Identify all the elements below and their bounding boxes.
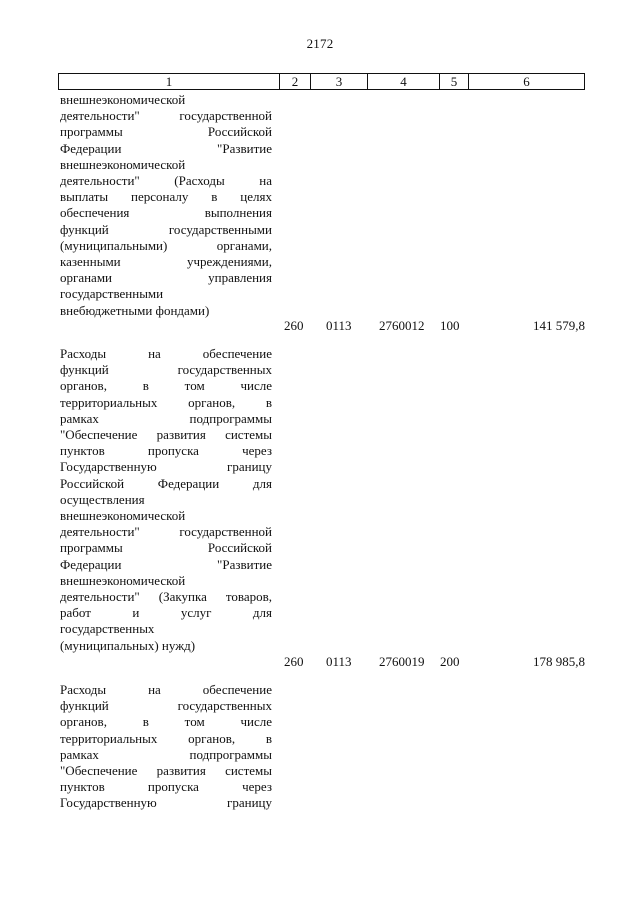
description-line: работ и услуг для: [60, 605, 272, 621]
description-line: деятельности" государственной: [60, 524, 272, 540]
page-number: 2172: [306, 36, 334, 51]
target-article-code: 2760012: [379, 318, 425, 333]
ministry-code: 260: [284, 318, 304, 333]
expense-type-code: 100: [440, 318, 460, 333]
column-header-6: 6: [523, 74, 530, 89]
description-line: (муниципальных) нужд): [60, 637, 196, 653]
description-line: программы Российской: [60, 124, 272, 140]
description-line: Федерации "Развитие: [60, 556, 272, 572]
column-header-3: 3: [335, 74, 343, 89]
section-code: 0113: [326, 654, 352, 669]
description-line: государственными: [60, 286, 164, 302]
description-line: функций государственных: [60, 362, 272, 378]
target-article-code: 2760019: [379, 654, 425, 669]
description-line: рамках подпрограммы: [60, 746, 272, 762]
column-header-5: 5: [450, 74, 458, 89]
description-line: органов, в том числе: [60, 714, 272, 730]
description-line: территориальных органов, в: [60, 394, 272, 410]
description-line: пунктов пропуска через: [60, 443, 272, 459]
description-line: "Обеспечение развития системы: [60, 763, 272, 779]
amount-value: 141 579,8: [533, 318, 585, 333]
row-description: [60, 682, 272, 812]
row-description: [60, 346, 272, 654]
column-header-1: 1: [165, 74, 173, 89]
description-line: органов, в том числе: [60, 378, 272, 394]
description-line: внебюджетными фондами): [60, 302, 210, 318]
description-line: обеспечения выполнения: [60, 205, 272, 221]
description-line: казенными учреждениями,: [60, 254, 272, 270]
description-line: Государственную границу: [60, 459, 272, 475]
description-line: осуществления: [60, 491, 145, 507]
description-line: "Обеспечение развития системы: [60, 427, 272, 443]
description-line: государственных: [60, 621, 155, 637]
description-line: пунктов пропуска через: [60, 779, 272, 795]
description-line: внешнеэкономической: [60, 156, 186, 172]
amount-value: 178 985,8: [533, 654, 585, 669]
description-line: рамках подпрограммы: [60, 410, 272, 426]
description-line: программы Российской: [60, 540, 272, 556]
table-column-header: [58, 73, 585, 90]
description-line: деятельности" (Расходы на: [60, 173, 272, 189]
section-code: 0113: [326, 318, 352, 333]
description-line: деятельности" государственной: [60, 108, 272, 124]
description-line: функций государственными: [60, 221, 272, 237]
description-line: внешнеэкономической: [60, 572, 186, 588]
description-line: органами управления: [60, 270, 272, 286]
description-line: Российской Федерации для: [60, 475, 272, 491]
row-description: [60, 92, 272, 319]
description-line: Федерации "Развитие: [60, 140, 272, 156]
description-line: выплаты персоналу в целях: [60, 189, 272, 205]
description-line: Государственную границу: [60, 795, 272, 811]
ministry-code: 260: [284, 654, 304, 669]
description-line: внешнеэкономической: [60, 92, 186, 107]
column-header-4: 4: [400, 74, 407, 89]
description-line: деятельности" (Закупка товаров,: [60, 589, 272, 605]
column-header-2: 2: [291, 74, 299, 89]
description-line: внешнеэкономической: [60, 508, 186, 524]
description-line: Расходы на обеспечение: [60, 346, 272, 361]
description-line: функций государственных: [60, 698, 272, 714]
description-line: (муниципальными) органами,: [60, 237, 272, 253]
description-line: территориальных органов, в: [60, 730, 272, 746]
description-line: Расходы на обеспечение: [60, 682, 272, 697]
expense-type-code: 200: [440, 654, 460, 669]
